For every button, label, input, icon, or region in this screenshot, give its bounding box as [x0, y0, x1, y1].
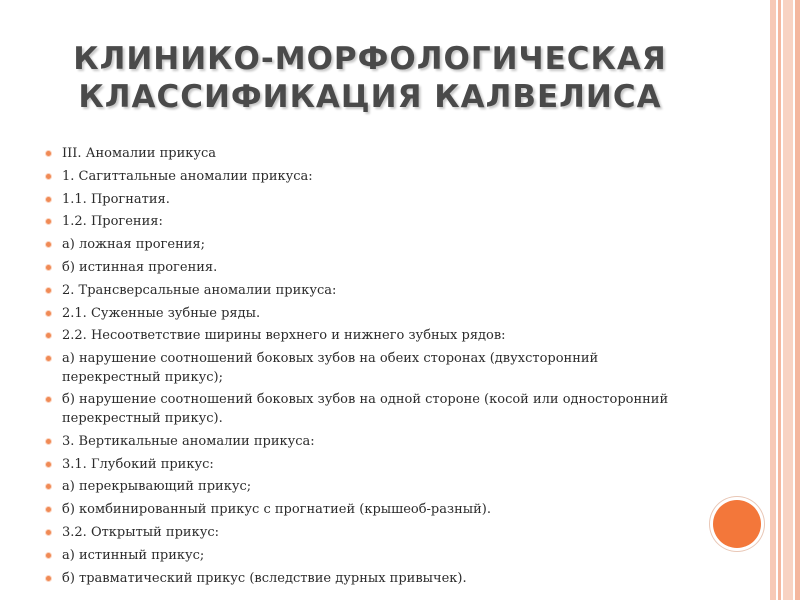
- list-item: [46, 213, 686, 232]
- decorative-stripe: [770, 0, 776, 600]
- list-item-text: б) комбинированный прикус с прогнатией (крышеоб-разный).: [62, 502, 491, 518]
- list-item: [46, 259, 686, 278]
- bullet-icon: [46, 530, 51, 535]
- bullet-icon: [46, 576, 51, 581]
- list-item-text: 3.1. Глубокий прикус:: [62, 456, 214, 472]
- list-item: [46, 433, 686, 452]
- bullet-icon: [46, 242, 51, 247]
- list-item: [46, 168, 686, 187]
- decorative-stripe: [783, 0, 793, 600]
- bullet-icon: [46, 219, 51, 224]
- list-item-text: 1.1. Прогнатия.: [62, 191, 170, 207]
- list-item-text: а) нарушение соотношений боковых зубов на обеих сторонах (двухсторонний перекрестный прикус);: [62, 351, 599, 385]
- list-item: [46, 236, 686, 255]
- slide-title-line-1: КЛИНИКО-МОРФОЛОГИЧЕСКАЯ: [73, 41, 667, 77]
- list-item: [46, 327, 686, 346]
- decorative-stripe: [778, 0, 781, 600]
- list-item: [46, 456, 686, 475]
- list-item-text: б) травматический прикус (вследствие дурных привычек).: [62, 570, 467, 586]
- list-item-text: а) ложная прогения;: [62, 237, 205, 253]
- decorative-stripe: [795, 0, 800, 600]
- bullet-icon: [46, 553, 51, 558]
- list-item-text: 1. Сагиттальные аномалии прикуса:: [62, 168, 313, 184]
- bullet-icon: [46, 265, 51, 270]
- list-item: [46, 478, 686, 497]
- list-item: [46, 501, 686, 520]
- list-item: [46, 191, 686, 210]
- list-item-text: а) истинный прикус;: [62, 547, 205, 563]
- list-item: [46, 282, 686, 301]
- list-item-text: а) перекрывающий прикус;: [62, 479, 252, 495]
- bullet-icon: [46, 462, 51, 467]
- bullet-icon: [46, 439, 51, 444]
- list-item: [46, 350, 686, 387]
- bullet-icon: [46, 197, 51, 202]
- list-item-text: 1.2. Прогения:: [62, 214, 163, 230]
- classification-list: [46, 145, 686, 592]
- list-item: [46, 570, 686, 589]
- list-item-text: 2.1. Суженные зубные ряды.: [62, 305, 261, 321]
- list-item-text: 2. Трансверсальные аномалии прикуса:: [62, 282, 337, 298]
- list-item: [46, 145, 686, 164]
- bullet-icon: [46, 397, 51, 402]
- list-item-text: б) нарушение соотношений боковых зубов на одной стороне (косой или односторонний перекрестный прикус).: [62, 392, 669, 426]
- bullet-icon: [46, 288, 51, 293]
- bullet-icon: [46, 484, 51, 489]
- bullet-icon: [46, 507, 51, 512]
- list-item: [46, 391, 686, 428]
- list-item: [46, 305, 686, 324]
- slide-title: [30, 40, 710, 116]
- orange-circle-decoration: [713, 500, 761, 548]
- list-item-text: б) истинная прогения.: [62, 259, 218, 275]
- slide-title-line-2: КЛАССИФИКАЦИЯ КАЛВЕЛИСА: [78, 79, 662, 115]
- list-item: [46, 547, 686, 566]
- list-item-text: III. Аномалии прикуса: [62, 146, 217, 161]
- list-item: [46, 524, 686, 543]
- bullet-icon: [46, 311, 51, 316]
- bullet-icon: [46, 151, 51, 156]
- bullet-icon: [46, 333, 51, 338]
- bullet-icon: [46, 174, 51, 179]
- list-item-text: 3. Вертикальные аномалии прикуса:: [62, 433, 315, 449]
- list-item-text: 2.2. Несоответствие ширины верхнего и нижнего зубных рядов:: [62, 328, 506, 344]
- list-item-text: 3.2. Открытый прикус:: [62, 524, 220, 540]
- bullet-icon: [46, 356, 51, 361]
